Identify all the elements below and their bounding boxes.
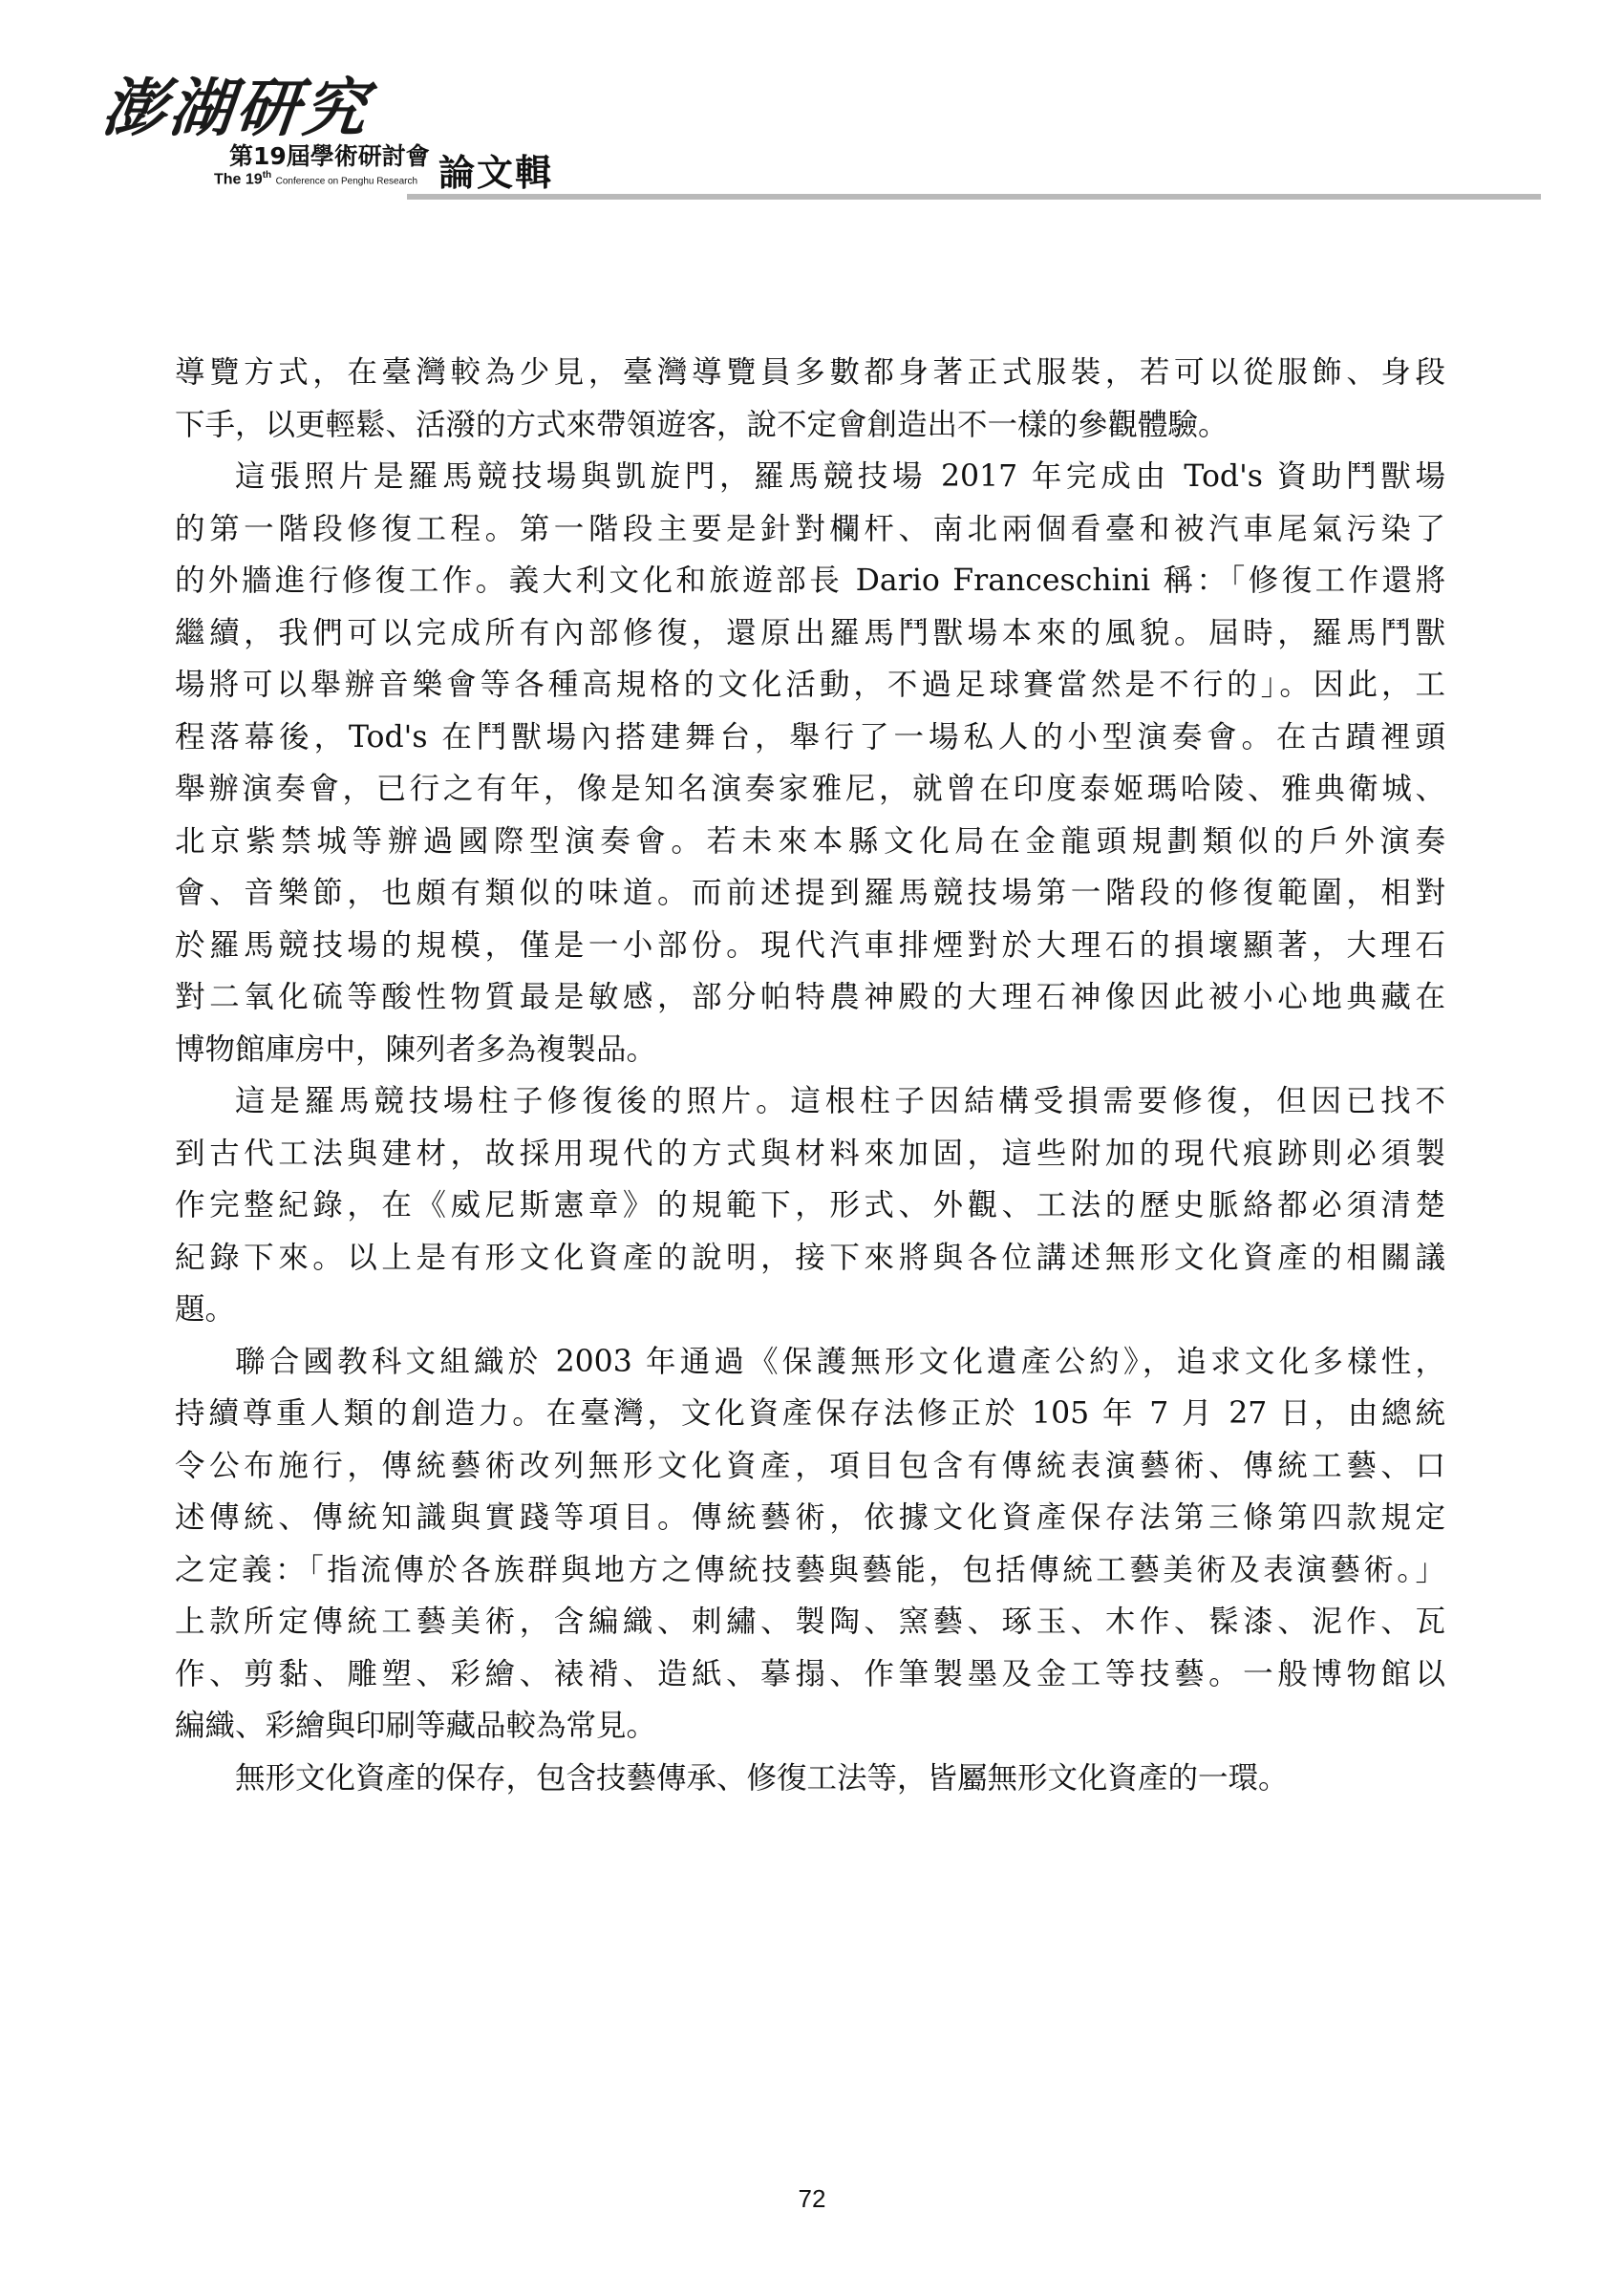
text-line: 這是羅馬競技場柱子修復後的照片。這根柱子因結構受損需要修復，但因已找不 xyxy=(235,1084,1445,1118)
text-line: 的第一階段修復工程。第一階段主要是針對欄杆、南北兩個看臺和被汽車尾氣污染了 xyxy=(175,511,1445,546)
text-line: 到古代工法與建材，故採用現代的方式與材料來加固，這些附加的現代痕跡則必須製 xyxy=(175,1136,1445,1171)
text-line: 於羅馬競技場的規模，僅是一小部份。現代汽車排煙對於大理石的損壞顯著，大理石 xyxy=(175,927,1445,963)
text-line: 作、剪黏、雕塑、彩繪、裱褙、造紙、摹搨、作筆製墨及金工等技藝。一般博物館以 xyxy=(175,1656,1445,1691)
text-line: 編織、彩繪與印刷等藏品較為常見。 xyxy=(175,1709,657,1743)
text-line: 會、音樂節，也頗有類似的味道。而前述提到羅馬競技場第一階段的修復範圍，相對 xyxy=(175,876,1445,910)
conference-title-en xyxy=(214,170,417,188)
text-line: 令公布施行，傳統藝術改列無形文化資產，項目包含有傳統表演藝術、傳統工藝、口 xyxy=(175,1448,1445,1483)
conference-en-ordinal-suffix: th xyxy=(262,170,272,181)
conference-en-prefix: The 19 xyxy=(214,171,263,188)
text-line: 舉辦演奏會，已行之有年，像是知名演奏家雅尼，就曾在印度泰姬瑪哈陵、雅典衛城、 xyxy=(175,772,1445,806)
text-line: 北京紫禁城等辦過國際型演奏會。若未來本縣文化局在金龍頭規劃類似的戶外演奏 xyxy=(175,823,1445,859)
text-line: 題。 xyxy=(175,1292,236,1327)
page-header xyxy=(98,57,1541,201)
text-line: 上款所定傳統工藝美術，含編織、刺繡、製陶、窯藝、琢玉、木作、髹漆、泥作、瓦 xyxy=(175,1605,1445,1639)
text-line: 下手，以更輕鬆、活潑的方式來帶領遊客，說不定會創造出不一樣的參觀體驗。 xyxy=(175,407,1229,442)
page-number: 72 xyxy=(798,2184,826,2213)
text-line: 持續尊重人類的創造力。在臺灣，文化資產保存法修正於 105 年 7 月 27 日，由總統 xyxy=(175,1396,1445,1431)
text-line: 紀錄下來。以上是有形文化資產的說明，接下來將與各位講述無形文化資產的相關議 xyxy=(175,1240,1445,1275)
text-line: 場將可以舉辦音樂會等各種高規格的文化活動，不過足球賽當然是不行的」。因此，工 xyxy=(175,668,1445,702)
collection-label: 論文輯 xyxy=(438,152,554,194)
text-line: 程落幕後，Tod's 在鬥獸場內搭建舞台，舉行了一場私人的小型演奏會。在古蹟裡頭 xyxy=(175,719,1445,755)
text-line: 這張照片是羅馬競技場與凱旋門，羅馬競技場 2017 年完成由 Tod's 資助鬥獸場 xyxy=(235,459,1445,494)
text-line: 無形文化資產的保存，包含技藝傳承、修復工法等，皆屬無形文化資產的一環。 xyxy=(235,1760,1289,1796)
text-line: 導覽方式，在臺灣較為少見，臺灣導覽員多數都身著正式服裝，若可以從服飾、身段 xyxy=(175,355,1445,390)
journal-title-logo: 澎湖研究 xyxy=(98,71,374,145)
conference-title-cn: 第19屆學術研討會 xyxy=(229,142,430,170)
header-divider xyxy=(407,194,1541,200)
article-body xyxy=(175,347,1445,1804)
text-line: 博物館庫房中，陳列者多為複製品。 xyxy=(175,1031,657,1067)
text-line: 述傳統、傳統知識與實踐等項目。傳統藝術，依據文化資產保存法第三條第四款規定 xyxy=(175,1500,1445,1535)
text-line: 繼續，我們可以完成所有內部修復，還原出羅馬鬥獸場本來的風貌。屆時，羅馬鬥獸 xyxy=(175,615,1445,650)
text-line: 聯合國教科文組織於 2003 年通過《保護無形文化遺產公約》，追求文化多樣性， xyxy=(235,1344,1445,1379)
text-line: 之定義：「指流傳於各族群與地方之傳統技藝與藝能，包括傳統工藝美術及表演藝術。」 xyxy=(175,1552,1445,1587)
text-line: 對二氧化硫等酸性物質最是敏感，部分帕特農神殿的大理石神像因此被小心地典藏在 xyxy=(175,980,1445,1014)
text-line: 的外牆進行修復工作。義大利文化和旅遊部長 Dario Franceschini 稱：「修復工作還將 xyxy=(175,563,1445,598)
text-line: 作完整紀錄，在《威尼斯憲章》的規範下，形式、外觀、工法的歷史脈絡都必須清楚 xyxy=(175,1188,1445,1222)
conference-en-name: Conference on Penghu Research xyxy=(275,176,418,187)
